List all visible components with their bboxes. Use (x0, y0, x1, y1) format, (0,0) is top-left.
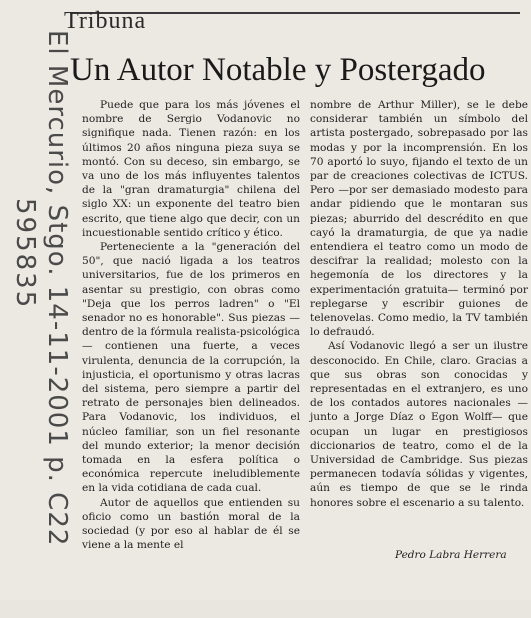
paragraph: Puede que para los más jóvenes el nombre de Sergio Vodanovic no signifique nada. Tienen razón: en los últimos 20 años ninguna pieza suya se montó. Con su deceso, sin embargo, se va uno de los más influyentes talentos de la "gran dramaturgia" chilena del siglo XX: un exponente del teatro bien escrito, que tiene algo que decir, con un incuestionable sentido crítico y ético. (82, 99, 300, 239)
handwritten-source-note: El Mercurio, Stgo. 14-11-2001 p. C22 (42, 30, 72, 547)
author-signature: Pedro Labra Herrera (395, 549, 507, 561)
left-column (82, 98, 300, 553)
right-column (310, 98, 528, 510)
paragraph: Autor de aquellos que entienden su oficio como un bastión moral de la sociedad (y por eso al hablar de él se viene a la mente el (82, 496, 300, 552)
handwritten-code: 595835 (10, 198, 40, 310)
section-name: Tribuna (64, 8, 147, 34)
paragraph: Así Vodanovic llegó a ser un ilustre desconocido. En Chile, claro. Gracias a que sus obras son conocidas y representadas en el extranjero, es uno de los contados autores nacionales —junto a Jorge Díaz o Egon Wolff— que ocupan un lugar en prestigiosos diccionarios de teatro, como el de la Universidad de Cambridge. Sus piezas permanecen todavía sólidas y vigentes, aún es tiempo de que se le rinda honores sobre el escenario a su talento. (310, 340, 528, 509)
article-headline: Un Autor Notable y Postergado (70, 52, 486, 88)
paragraph: Perteneciente a la "generación del 50", que nació ligada a los teatros universitarios, fue de los primeros en asentar su prestigio, con obras como "Deja que los perros ladren" o "El senador no es honorable". Sus piezas —dentro de la fórmula realista-psicológica— contienen una fuerte, a veces virulenta, denuncia de la corrupción, la injusticia, el oportunismo y otras lacras del sistema, pero siempre a partir del retrato de personajes bien delineados. Para Vodanovic, los individuos, el núcleo familiar, son un fiel resonante del mundo exterior; la menor decisión tomada en la esfera política o económica repercute ineludiblemente en la vida cotidiana de cada cual. (82, 241, 300, 495)
paragraph: nombre de Arthur Miller), se le debe considerar también un símbolo del artista postergado, sobrepasado por las modas y por la incomprensión. En los 70 aportó lo suyo, fijando el texto de un par de creaciones colectivas de ICTUS. Pero —por ser demasiado modesto para andar pidiendo que le montaran sus piezas; aburrido del descrédito en que cayó la dramaturgia, de que ya nadie entendiera el teatro como un modo de descifrar la realidad; molesto con la hegemonía de los directores y la experimentación gratuita— terminó por replegarse y escribir guiones de telenovelas. Como medio, la TV también lo defraudó. (310, 99, 528, 339)
